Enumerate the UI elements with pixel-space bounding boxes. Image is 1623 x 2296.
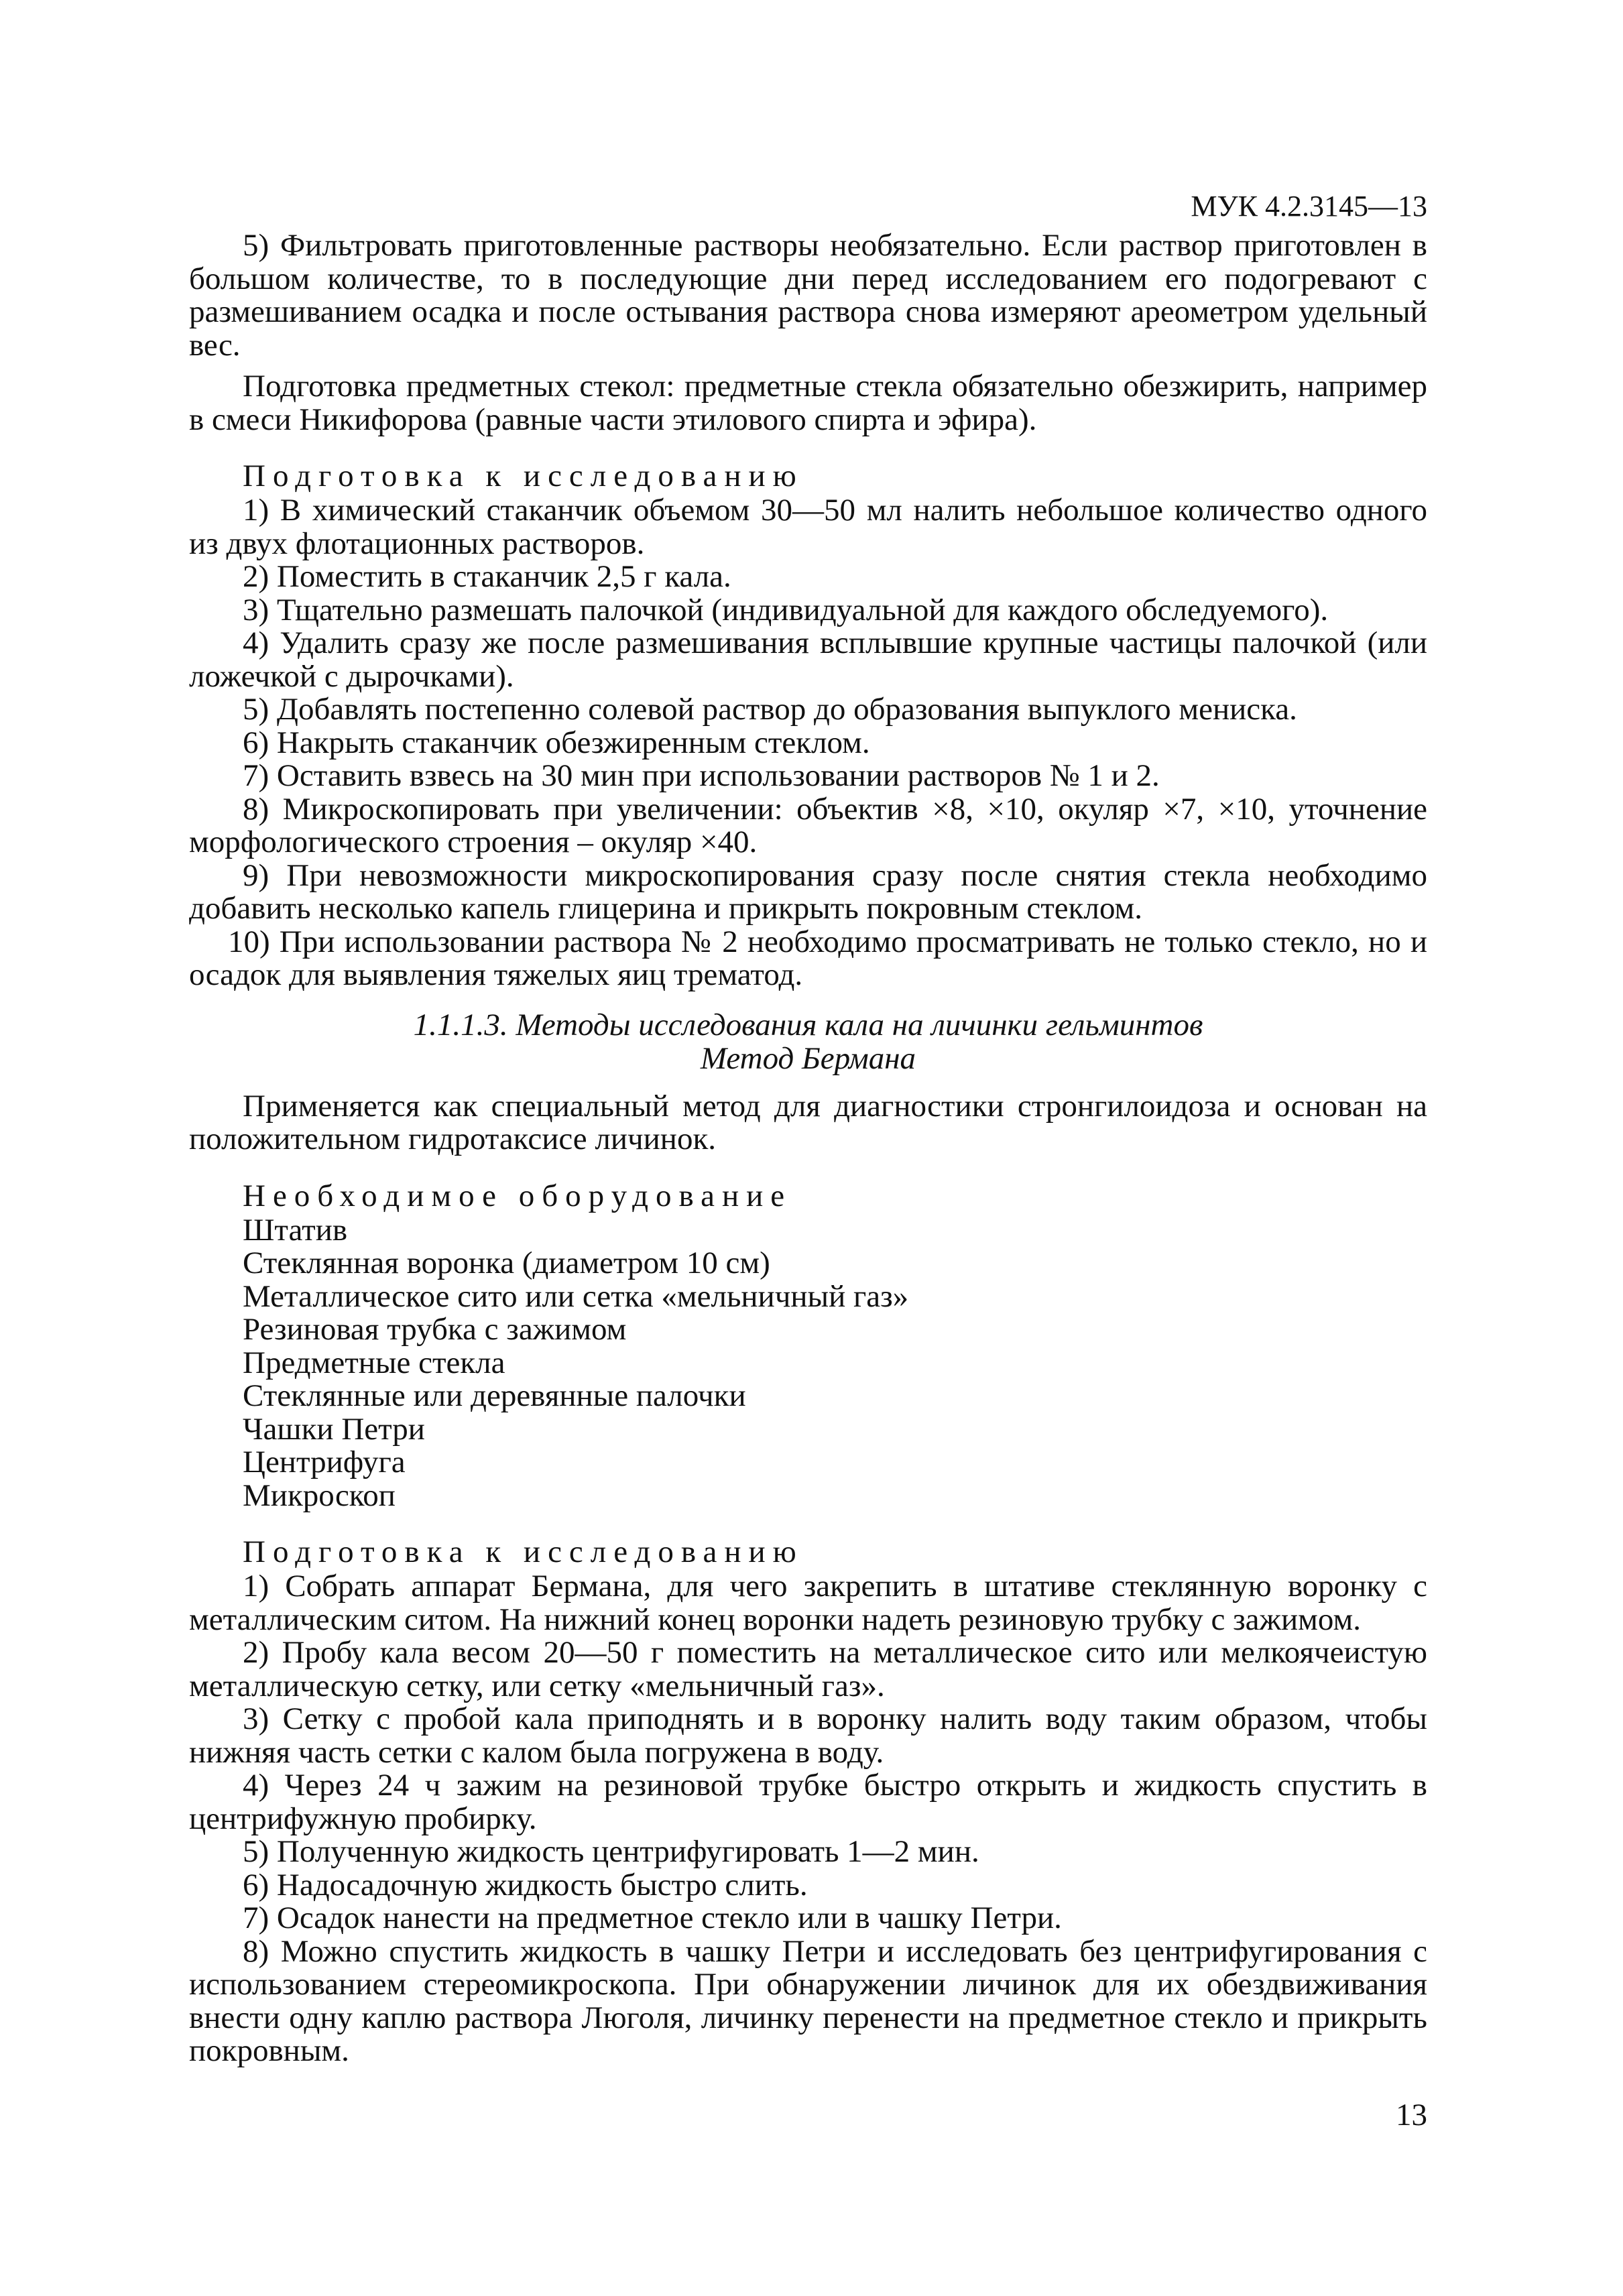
equipment-item: Металлическое сито или сетка «мельничный газ» [243,1278,909,1314]
prep1-step-7: 7) Оставить взвесь на 30 мин при использовании растворов № 1 и 2. [243,758,1160,793]
prep1-step-6: 6) Накрыть стаканчик обезжиренным стеклом. [243,725,870,760]
section-description: Применяется как специальный метод для диагностики стронгилоидоза и основан на положительном гидротаксисе личинок. [189,1088,1427,1156]
equipment-list [243,1214,1427,1513]
section-subtitle: Метод Бермана [700,1040,916,1076]
prep-heading-2: Подготовка к исследованию [243,1534,804,1569]
prep1-step-1: 1) В химический стаканчик объемом 30—50 мл налить небольшое количество одного из двух флотационных растворов. [189,493,1427,561]
prep-steps-1 [189,494,1427,992]
prep2-step-7: 7) Осадок нанести на предметное стекло или в чашку Петри. [243,1900,1062,1935]
equipment-item: Стеклянная воронка (диаметром 10 см) [243,1246,770,1280]
running-header: МУК 4.2.3145—13 [1191,190,1427,223]
prep2-step-6: 6) Надосадочную жидкость быстро слить. [243,1867,808,1902]
prep2-step-3: 3) Сетку с пробой кала приподнять и в воронку налить воду таким образом, чтобы нижняя часть сетки с калом была погружена в воду. [189,1701,1427,1770]
prep1-step-9: 9) При невозможности микроскопирования сразу после снятия стекла необходимо добавить несколько капель глицерина и прикрыть покровным стеклом. [189,857,1427,926]
equipment-item: Стеклянные или деревянные палочки [243,1378,746,1413]
prep2-step-2: 2) Пробу кала весом 20—50 г поместить на металлическое сито или мелкоячеистую металлическую сетку, или сетку «мельничный газ». [189,1635,1427,1703]
prep1-step-2: 2) Поместить в стаканчик 2,5 г кала. [243,559,731,594]
equipment-item: Микроскоп [243,1477,396,1513]
prep2-step-5: 5) Полученную жидкость центрифугировать 1—2 мин. [243,1834,979,1869]
prep2-step-1: 1) Собрать аппарат Бермана, для чего закрепить в штативе стеклянную воронку с металлическим ситом. На нижний конец воронки надеть резиновую трубку с зажимом. [189,1569,1427,1637]
prep1-step-10: 10) При использовании раствора № 2 необходимо просматривать не только стекло, но и осадок для выявления тяжелых яиц трематод. [189,924,1427,992]
equipment-heading: Необходимое оборудование [243,1178,792,1213]
intro-paragraph-2: Подготовка предметных стекол: предметные стекла обязательно обезжирить, например в смеси Никифорова (равные части этилового спирта и эфира). [189,369,1427,437]
prep1-step-5: 5) Добавлять постепенно солевой раствор до образования выпуклого мениска. [243,692,1297,727]
equipment-item: Штатив [243,1212,348,1248]
intro-paragraph-1: 5) Фильтровать приготовленные растворы необязательно. Если раствор приготовлен в большом количестве, то в последующие дни перед исследованием его подогревают с размешиванием осадка и после остывания раствора снова измеряют ареометром удельный вес. [189,228,1427,363]
prep2-step-8: 8) Можно спустить жидкость в чашку Петри и исследовать без центрифугирования с использованием стереомикроскопа. При обнаружении личинок для их обездвиживания внести одну каплю раствора Люголя, личинку перенести на предметное стекло и прикрыть покровным. [189,1933,1427,2068]
equipment-item: Чашки Петри [243,1411,425,1447]
prep1-step-3: 3) Тщательно размешать палочкой (индивидуальной для каждого обследуемого). [243,592,1329,627]
prep-steps-2 [189,1570,1427,2068]
prep2-step-4: 4) Через 24 ч зажим на резиновой трубке быстро открыть и жидкость спустить в центрифужную пробирку. [189,1768,1427,1836]
section-title: 1.1.1.3. Методы исследования кала на личинки гельминтов [413,1007,1203,1042]
prep1-step-4: 4) Удалить сразу же после размешивания всплывшие крупные частицы палочкой (или ложечкой с дырочками). [189,625,1427,694]
equipment-item: Предметные стекла [243,1345,505,1380]
equipment-item: Резиновая трубка с зажимом [243,1312,627,1347]
prep-heading-1: Подготовка к исследованию [243,459,804,493]
prep1-step-8: 8) Микроскопировать при увеличении: объектив ×8, ×10, окуляр ×7, ×10, уточнение морфологического строения – окуляр ×40. [189,791,1427,859]
section-heading [189,1008,1427,1075]
equipment-item: Центрифуга [243,1445,406,1479]
page-number: 13 [1396,2098,1427,2132]
